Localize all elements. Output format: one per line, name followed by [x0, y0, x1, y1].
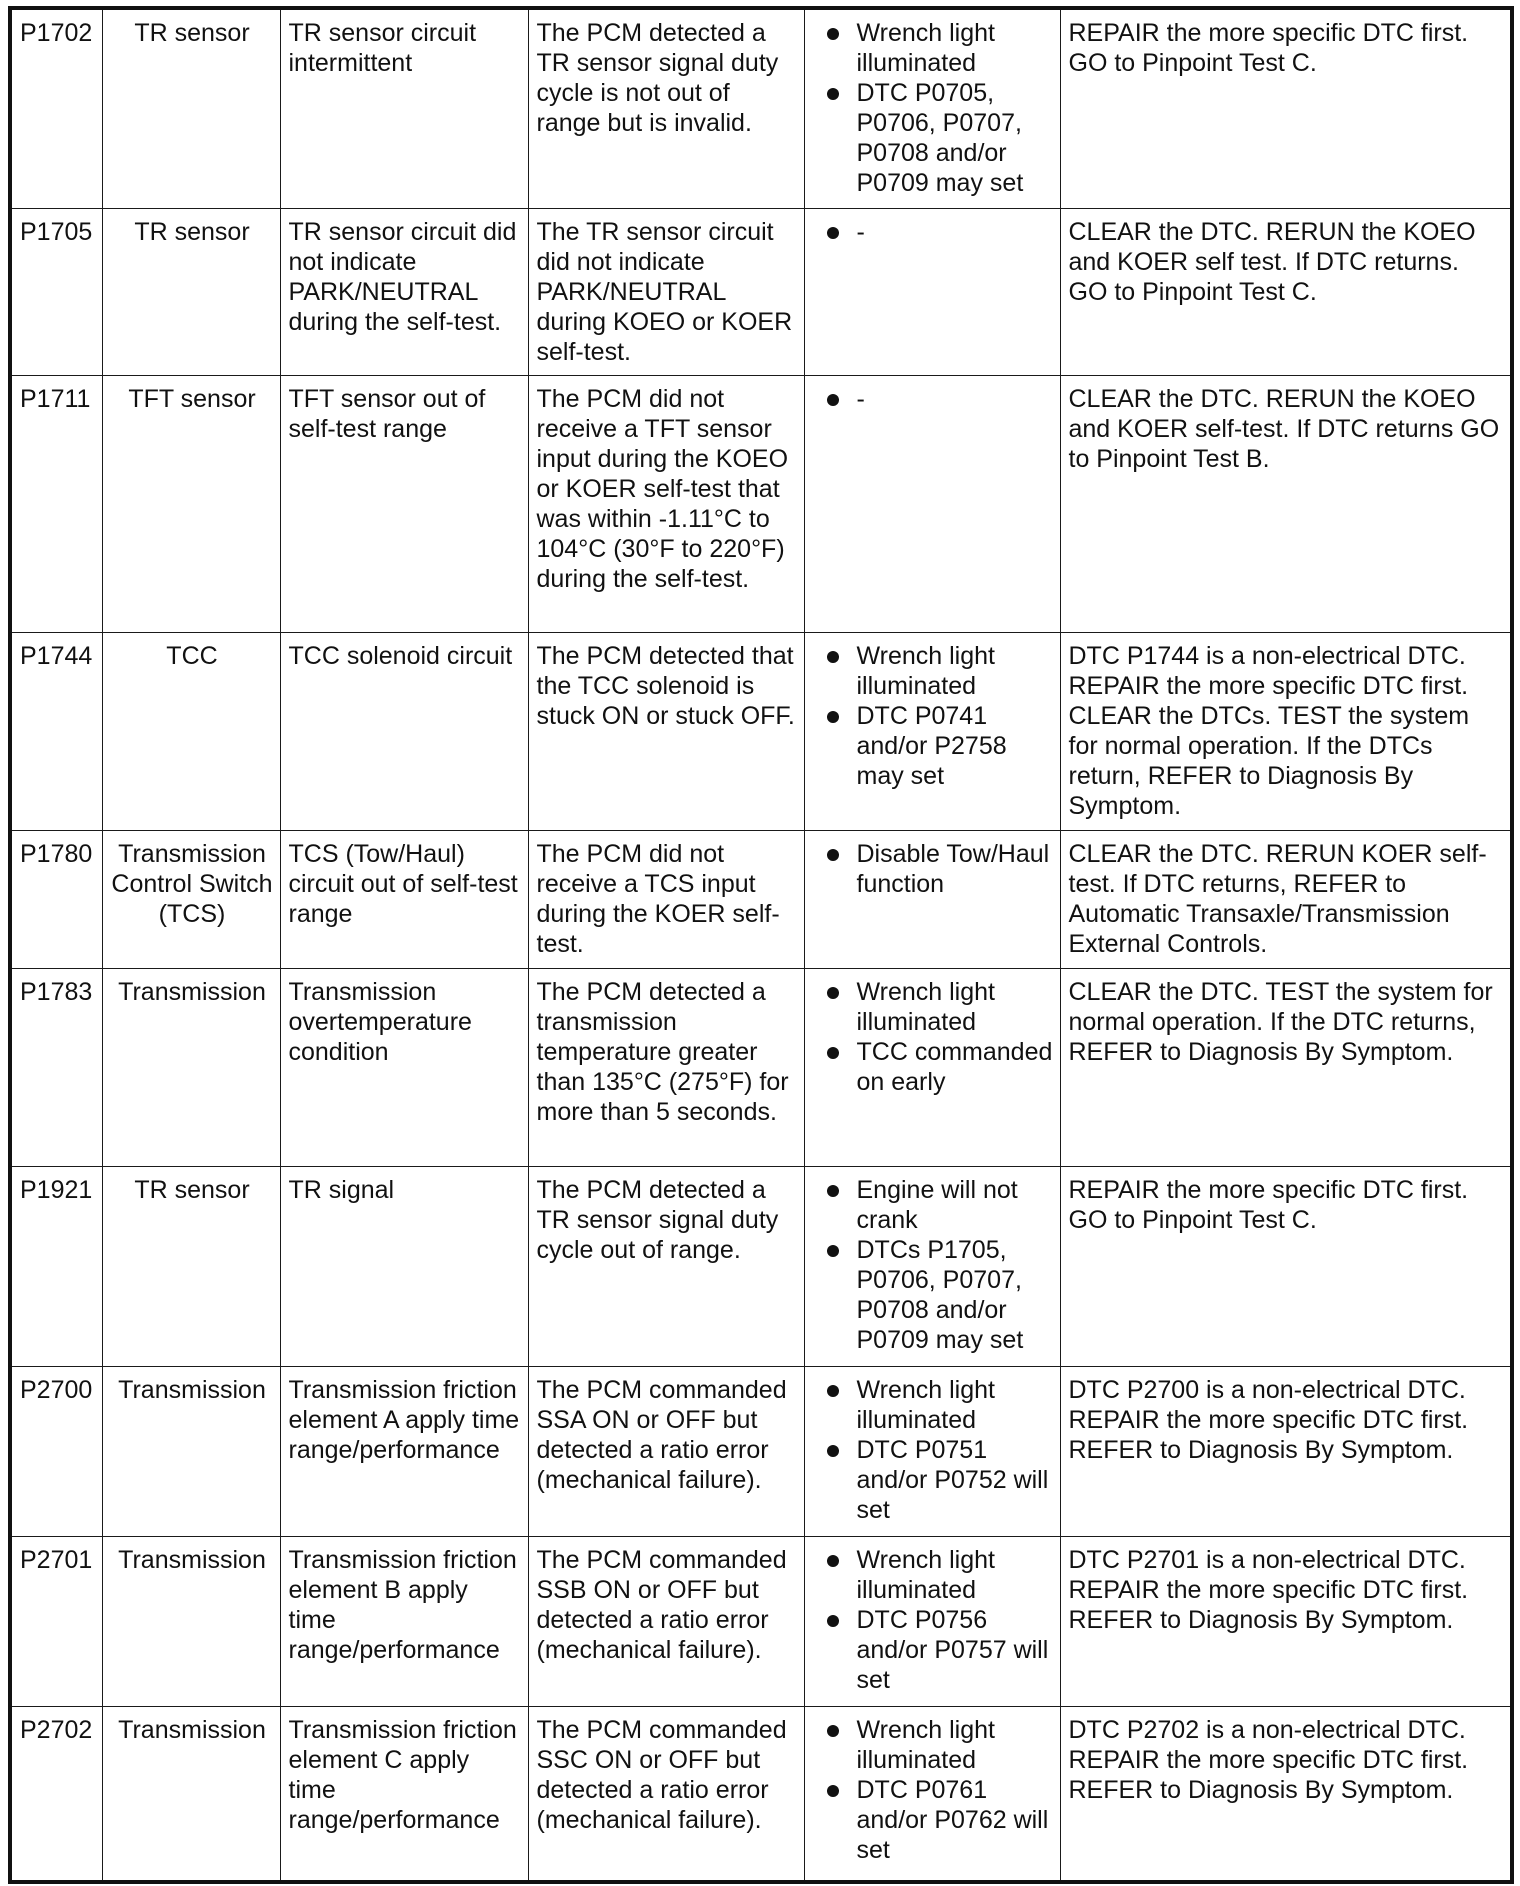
table-row	[10, 1536, 1512, 1706]
description-cell: Transmission friction element C apply time range/performance	[280, 1706, 528, 1882]
bullet-icon	[827, 394, 839, 406]
symptom-item	[813, 1605, 1054, 1695]
symptoms-cell	[804, 830, 1060, 968]
dtc-code-cell: P1780	[10, 830, 102, 968]
condition-cell: The PCM commanded SSB ON or OFF but detected a ratio error (mechanical failure).	[528, 1536, 804, 1706]
symptom-text: DTC P0741 and/or P2758 may set	[856, 701, 1007, 790]
symptom-text: Wrench light illuminated	[856, 1715, 995, 1774]
bullet-icon	[827, 28, 839, 40]
dtc-code-cell: P1783	[10, 968, 102, 1166]
symptom-item	[813, 1435, 1054, 1525]
dtc-code-cell: P2701	[10, 1536, 102, 1706]
symptom-text: DTC P0761 and/or P0762 will set	[856, 1775, 1049, 1864]
condition-cell: The PCM did not receive a TFT sensor input during the KOEO or KOER self-test that was within -1.11°C to 104°C (30°F to 220°F) during the self-test.	[528, 375, 804, 632]
symptom-text: Wrench light illuminated	[856, 1375, 995, 1434]
bullet-icon	[827, 987, 839, 999]
symptoms-cell	[804, 632, 1060, 830]
symptoms-cell	[804, 1366, 1060, 1536]
symptom-item	[813, 1175, 1054, 1235]
bullet-icon	[827, 1047, 839, 1059]
symptoms-list	[813, 1375, 1054, 1525]
bullet-icon	[827, 1385, 839, 1397]
symptoms-cell	[804, 8, 1060, 208]
symptom-item	[813, 1775, 1054, 1865]
symptom-item	[813, 1375, 1054, 1435]
symptom-text: Wrench light illuminated	[856, 977, 995, 1036]
dtc-code-cell: P1921	[10, 1166, 102, 1366]
bullet-icon	[827, 1445, 839, 1457]
dtc-table	[8, 6, 1514, 1884]
symptom-text: Wrench light illuminated	[856, 1545, 995, 1604]
symptom-text: DTC P0705, P0706, P0707, P0708 and/or P0709 may set	[856, 79, 1024, 197]
action-cell: DTC P1744 is a non-electrical DTC. REPAIR the more specific DTC first. CLEAR the DTCs. TEST the system for normal operation. If the DTCs return, REFER to Diagnosis By Symptom.	[1060, 632, 1512, 830]
symptoms-cell	[804, 968, 1060, 1166]
dtc-table-body	[10, 8, 1512, 1882]
action-cell: CLEAR the DTC. RERUN the KOEO and KOER self test. If DTC returns. GO to Pinpoint Test C.	[1060, 208, 1512, 375]
component-cell: TR sensor	[102, 208, 280, 375]
symptom-text: TCC commanded on early	[856, 1037, 1053, 1096]
condition-cell: The PCM did not receive a TCS input during the KOER self-test.	[528, 830, 804, 968]
component-cell: TCC	[102, 632, 280, 830]
symptoms-cell	[804, 375, 1060, 632]
action-cell: REPAIR the more specific DTC first. GO to Pinpoint Test C.	[1060, 1166, 1512, 1366]
symptom-item	[813, 839, 1054, 899]
action-cell: DTC P2701 is a non-electrical DTC. REPAIR the more specific DTC first. REFER to Diagnosis By Symptom.	[1060, 1536, 1512, 1706]
symptom-text: Wrench light illuminated	[856, 19, 995, 77]
bullet-icon	[827, 227, 839, 239]
symptom-text: -	[856, 217, 865, 246]
description-cell: TR sensor circuit did not indicate PARK/NEUTRAL during the self-test.	[280, 208, 528, 375]
action-cell: DTC P2700 is a non-electrical DTC. REPAIR the more specific DTC first. REFER to Diagnosis By Symptom.	[1060, 1366, 1512, 1536]
symptom-item	[813, 78, 1054, 198]
table-row	[10, 830, 1512, 968]
component-cell: Transmission	[102, 1706, 280, 1882]
component-cell: Transmission Control Switch (TCS)	[102, 830, 280, 968]
symptom-text: -	[856, 384, 865, 413]
table-row	[10, 8, 1512, 208]
symptom-text: Engine will not crank	[856, 1175, 1018, 1234]
symptoms-list	[813, 1175, 1054, 1355]
symptom-item	[813, 1235, 1054, 1355]
dtc-code-cell: P1702	[10, 8, 102, 208]
description-cell: TR signal	[280, 1166, 528, 1366]
symptom-text: DTCs P1705, P0706, P0707, P0708 and/or P0709 may set	[856, 1235, 1024, 1354]
table-row	[10, 632, 1512, 830]
bullet-icon	[827, 1725, 839, 1737]
condition-cell: The PCM detected a transmission temperature greater than 135°C (275°F) for more than 5 seconds.	[528, 968, 804, 1166]
symptom-item	[813, 1715, 1054, 1775]
description-cell: Transmission overtemperature condition	[280, 968, 528, 1166]
symptom-item	[813, 18, 1054, 78]
symptoms-list	[813, 839, 1054, 899]
description-cell: TFT sensor out of self-test range	[280, 375, 528, 632]
dtc-code-cell: P1705	[10, 208, 102, 375]
symptoms-list	[813, 1715, 1054, 1865]
symptom-item	[813, 1037, 1054, 1097]
component-cell: TFT sensor	[102, 375, 280, 632]
dtc-code-cell: P1711	[10, 375, 102, 632]
symptom-text: DTC P0756 and/or P0757 will set	[856, 1605, 1049, 1694]
symptom-text: Disable Tow/Haul function	[856, 839, 1050, 898]
bullet-icon	[827, 1245, 839, 1257]
symptoms-list	[813, 384, 1054, 414]
condition-cell: The PCM commanded SSC ON or OFF but detected a ratio error (mechanical failure).	[528, 1706, 804, 1882]
symptoms-cell	[804, 1536, 1060, 1706]
action-cell: REPAIR the more specific DTC first. GO to Pinpoint Test C.	[1060, 8, 1512, 208]
table-row	[10, 1706, 1512, 1882]
symptom-item	[813, 217, 1054, 247]
table-row	[10, 208, 1512, 375]
symptoms-list	[813, 217, 1054, 247]
symptom-item	[813, 701, 1054, 791]
symptoms-list	[813, 18, 1054, 198]
table-row	[10, 1166, 1512, 1366]
symptoms-list	[813, 1545, 1054, 1695]
condition-cell: The PCM commanded SSA ON or OFF but detected a ratio error (mechanical failure).	[528, 1366, 804, 1536]
symptom-item	[813, 384, 1054, 414]
bullet-icon	[827, 711, 839, 723]
symptoms-list	[813, 977, 1054, 1097]
component-cell: TR sensor	[102, 8, 280, 208]
dtc-code-cell: P2700	[10, 1366, 102, 1536]
dtc-code-cell: P1744	[10, 632, 102, 830]
action-cell: CLEAR the DTC. TEST the system for normal operation. If the DTC returns, REFER to Diagnosis By Symptom.	[1060, 968, 1512, 1166]
component-cell: Transmission	[102, 1536, 280, 1706]
action-cell: CLEAR the DTC. RERUN the KOEO and KOER self-test. If DTC returns GO to Pinpoint Test B.	[1060, 375, 1512, 632]
description-cell: Transmission friction element B apply time range/performance	[280, 1536, 528, 1706]
description-cell: TCC solenoid circuit	[280, 632, 528, 830]
condition-cell: The PCM detected a TR sensor signal duty cycle out of range.	[528, 1166, 804, 1366]
bullet-icon	[827, 1555, 839, 1567]
bullet-icon	[827, 88, 839, 100]
component-cell: Transmission	[102, 1366, 280, 1536]
symptoms-cell	[804, 208, 1060, 375]
description-cell: TR sensor circuit intermittent	[280, 8, 528, 208]
symptom-item	[813, 641, 1054, 701]
table-row	[10, 1366, 1512, 1536]
component-cell: Transmission	[102, 968, 280, 1166]
table-row	[10, 968, 1512, 1166]
description-cell: TCS (Tow/Haul) circuit out of self-test range	[280, 830, 528, 968]
bullet-icon	[827, 1785, 839, 1797]
bullet-icon	[827, 849, 839, 861]
bullet-icon	[827, 1185, 839, 1197]
bullet-icon	[827, 1615, 839, 1627]
description-cell: Transmission friction element A apply time range/performance	[280, 1366, 528, 1536]
condition-cell: The PCM detected a TR sensor signal duty cycle is not out of range but is invalid.	[528, 8, 804, 208]
condition-cell: The TR sensor circuit did not indicate PARK/NEUTRAL during KOEO or KOER self-test.	[528, 208, 804, 375]
symptom-item	[813, 977, 1054, 1037]
component-cell: TR sensor	[102, 1166, 280, 1366]
symptom-text: Wrench light illuminated	[856, 641, 995, 700]
table-row	[10, 375, 1512, 632]
condition-cell: The PCM detected that the TCC solenoid is stuck ON or stuck OFF.	[528, 632, 804, 830]
symptom-item	[813, 1545, 1054, 1605]
bullet-icon	[827, 651, 839, 663]
symptoms-cell	[804, 1166, 1060, 1366]
symptoms-cell	[804, 1706, 1060, 1882]
symptoms-list	[813, 641, 1054, 791]
action-cell: DTC P2702 is a non-electrical DTC. REPAIR the more specific DTC first. REFER to Diagnosis By Symptom.	[1060, 1706, 1512, 1882]
action-cell: CLEAR the DTC. RERUN KOER self-test. If DTC returns, REFER to Automatic Transaxle/Transmission External Controls.	[1060, 830, 1512, 968]
dtc-code-cell: P2702	[10, 1706, 102, 1882]
symptom-text: DTC P0751 and/or P0752 will set	[856, 1435, 1049, 1524]
